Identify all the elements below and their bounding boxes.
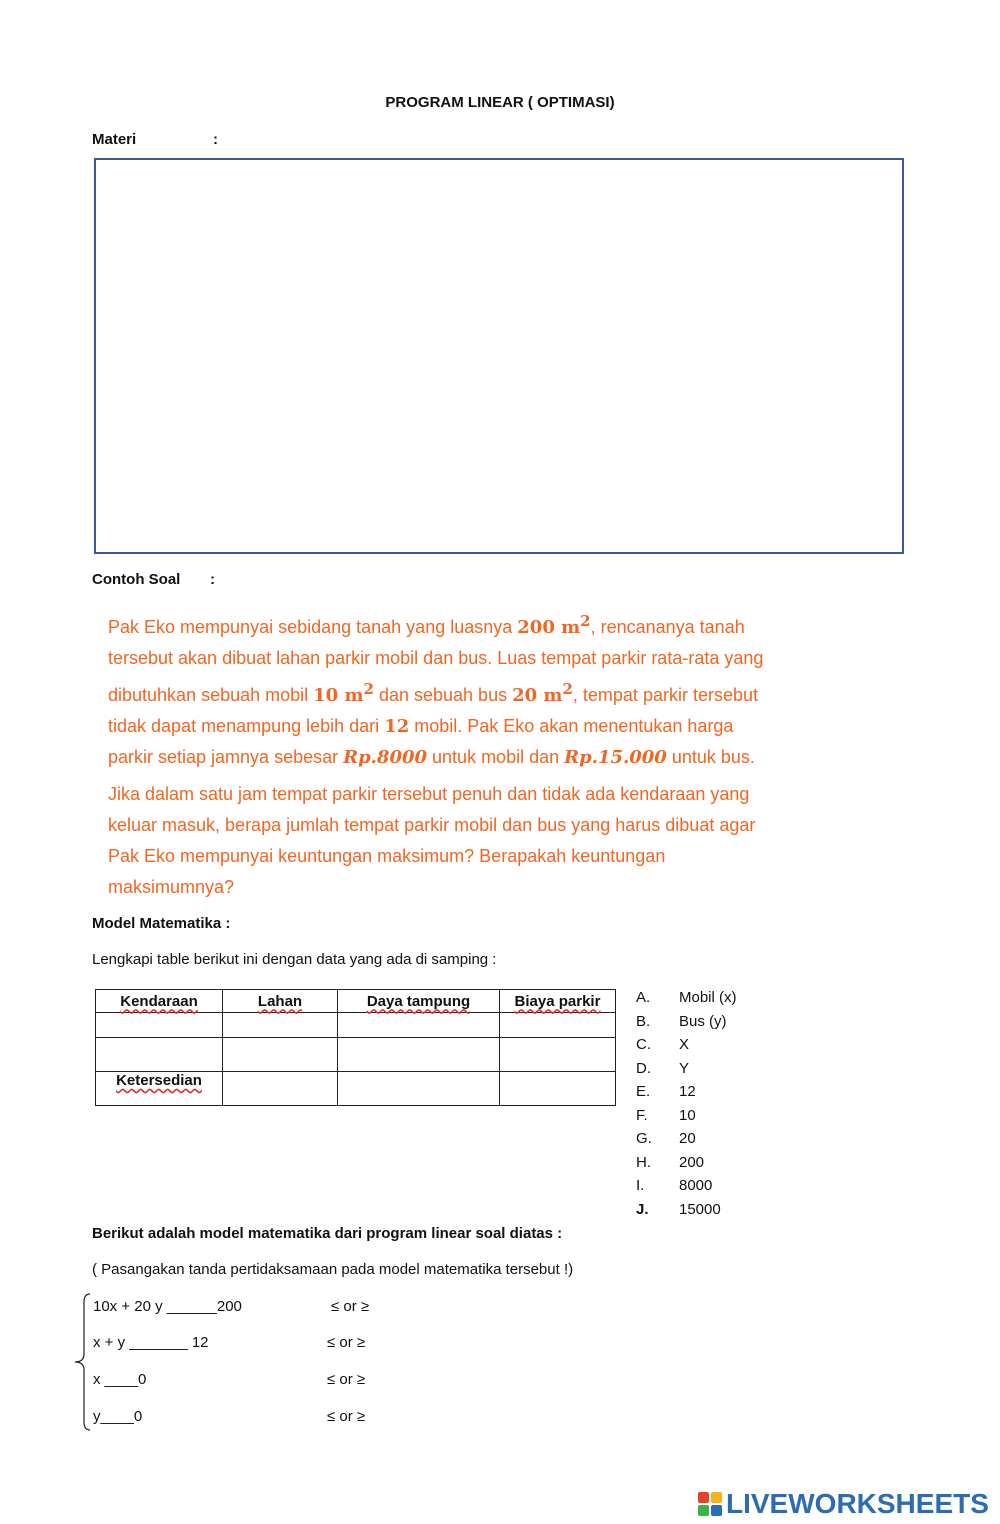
option-item[interactable]: C. X (636, 1036, 690, 1054)
problem-paragraph-2 (108, 779, 838, 903)
table-row (96, 1038, 616, 1072)
table-row (96, 1072, 616, 1106)
drop-cell[interactable] (500, 1072, 616, 1106)
vehicle-table (95, 989, 616, 1106)
problem-line: maksimumnya? (108, 877, 235, 897)
equation-2[interactable]: x + y _______ 12 (93, 1334, 209, 1351)
problem-line: Pak Eko mempunyai sebidang tanah yang luasnya 200 $m^2$, rencananya tanah (108, 612, 745, 638)
materi-colon: : (213, 131, 218, 148)
drop-cell[interactable] (96, 1013, 223, 1038)
inequality-choice-1[interactable]: ≤ or ≥ (331, 1298, 370, 1315)
drop-cell[interactable] (223, 1038, 338, 1072)
table-header-row (96, 990, 616, 1013)
option-item[interactable]: G. 20 (636, 1130, 696, 1148)
drop-cell[interactable] (500, 1038, 616, 1072)
problem-line: Jika dalam satu jam tempat parkir tersebut penuh dan tidak ada kendaraan yang (108, 784, 750, 804)
drop-cell[interactable] (96, 1038, 223, 1072)
equation-1[interactable]: 10x + 20 y ______200 (93, 1298, 242, 1315)
problem-line: parkir setiap jamnya sebesar Rp.8000 untuk mobil dan Rp.15.000 untuk bus. (108, 747, 755, 768)
contoh-soal-label: Contoh Soal (92, 571, 181, 588)
contoh-soal-colon: : (210, 571, 215, 588)
system-brace (72, 1292, 92, 1432)
materi-answer-box[interactable] (94, 158, 904, 554)
table-row (96, 1013, 616, 1038)
option-item[interactable]: A. Mobil (x) (636, 989, 737, 1007)
inequality-choice-2[interactable]: ≤ or ≥ (327, 1334, 366, 1351)
header-biaya-parkir: Biaya parkir (500, 990, 616, 1013)
equation-3[interactable]: x ____0 (93, 1371, 147, 1388)
drop-cell[interactable] (223, 1013, 338, 1038)
model-heading: Berikut adalah model matematika dari program linear soal diatas : (92, 1225, 563, 1242)
inequality-choice-4[interactable]: ≤ or ≥ (327, 1408, 366, 1425)
option-item[interactable]: J. 15000 (636, 1200, 721, 1218)
inequality-choice-3[interactable]: ≤ or ≥ (327, 1371, 366, 1388)
problem-line: dibutuhkan sebuah mobil 10 $m^2$ dan sebuah bus 20 $m^2$, tempat parkir tersebut (108, 680, 758, 706)
header-daya-tampung: Daya tampung (338, 990, 500, 1013)
option-item[interactable]: F. 10 (636, 1106, 696, 1124)
model-instruction: ( Pasangakan tanda pertidaksamaan pada model matematika tersebut !) (92, 1261, 574, 1278)
liveworksheets-logo-icon (698, 1492, 722, 1516)
model-matematika-label: Model Matematika : (92, 915, 231, 932)
header-lahan: Lahan (223, 990, 338, 1013)
option-item[interactable]: E. 12 (636, 1083, 696, 1101)
option-item[interactable]: D. Y (636, 1059, 690, 1077)
liveworksheets-logo (698, 1489, 989, 1519)
drop-cell[interactable] (500, 1013, 616, 1038)
drop-cell[interactable] (223, 1072, 338, 1106)
materi-label: Materi (92, 131, 137, 148)
problem-line: tidak dapat menampung lebih dari 12 mobil. Pak Eko akan menentukan harga (108, 716, 734, 737)
option-item[interactable]: H. 200 (636, 1153, 705, 1171)
drop-cell[interactable] (338, 1013, 500, 1038)
problem-line: keluar masuk, berapa jumlah tempat parkir mobil dan bus yang harus dibuat agar (108, 815, 756, 835)
option-item[interactable]: B. Bus (y) (636, 1012, 727, 1030)
brand-name: LIVEWORKSHEETS (726, 1488, 989, 1519)
drop-cell[interactable] (338, 1038, 500, 1072)
drop-cell[interactable] (338, 1072, 500, 1106)
table-instruction: Lengkapi table berikut ini dengan data yang ada di samping : (92, 951, 497, 968)
row-label-ketersedian: Ketersedian (96, 1072, 223, 1106)
problem-line: Pak Eko mempunyai keuntungan maksimum? Berapakah keuntungan (108, 846, 666, 866)
option-item[interactable]: I. 8000 (636, 1177, 713, 1195)
equation-4[interactable]: y____0 (93, 1408, 143, 1425)
problem-line: tersebut akan dibuat lahan parkir mobil dan bus. Luas tempat parkir rata-rata yang (108, 648, 764, 668)
problem-paragraph-1 (108, 606, 838, 773)
header-kendaraan: Kendaraan (96, 990, 223, 1013)
page-title: PROGRAM LINEAR ( OPTIMASI) (385, 94, 615, 111)
answer-options (636, 986, 737, 1221)
